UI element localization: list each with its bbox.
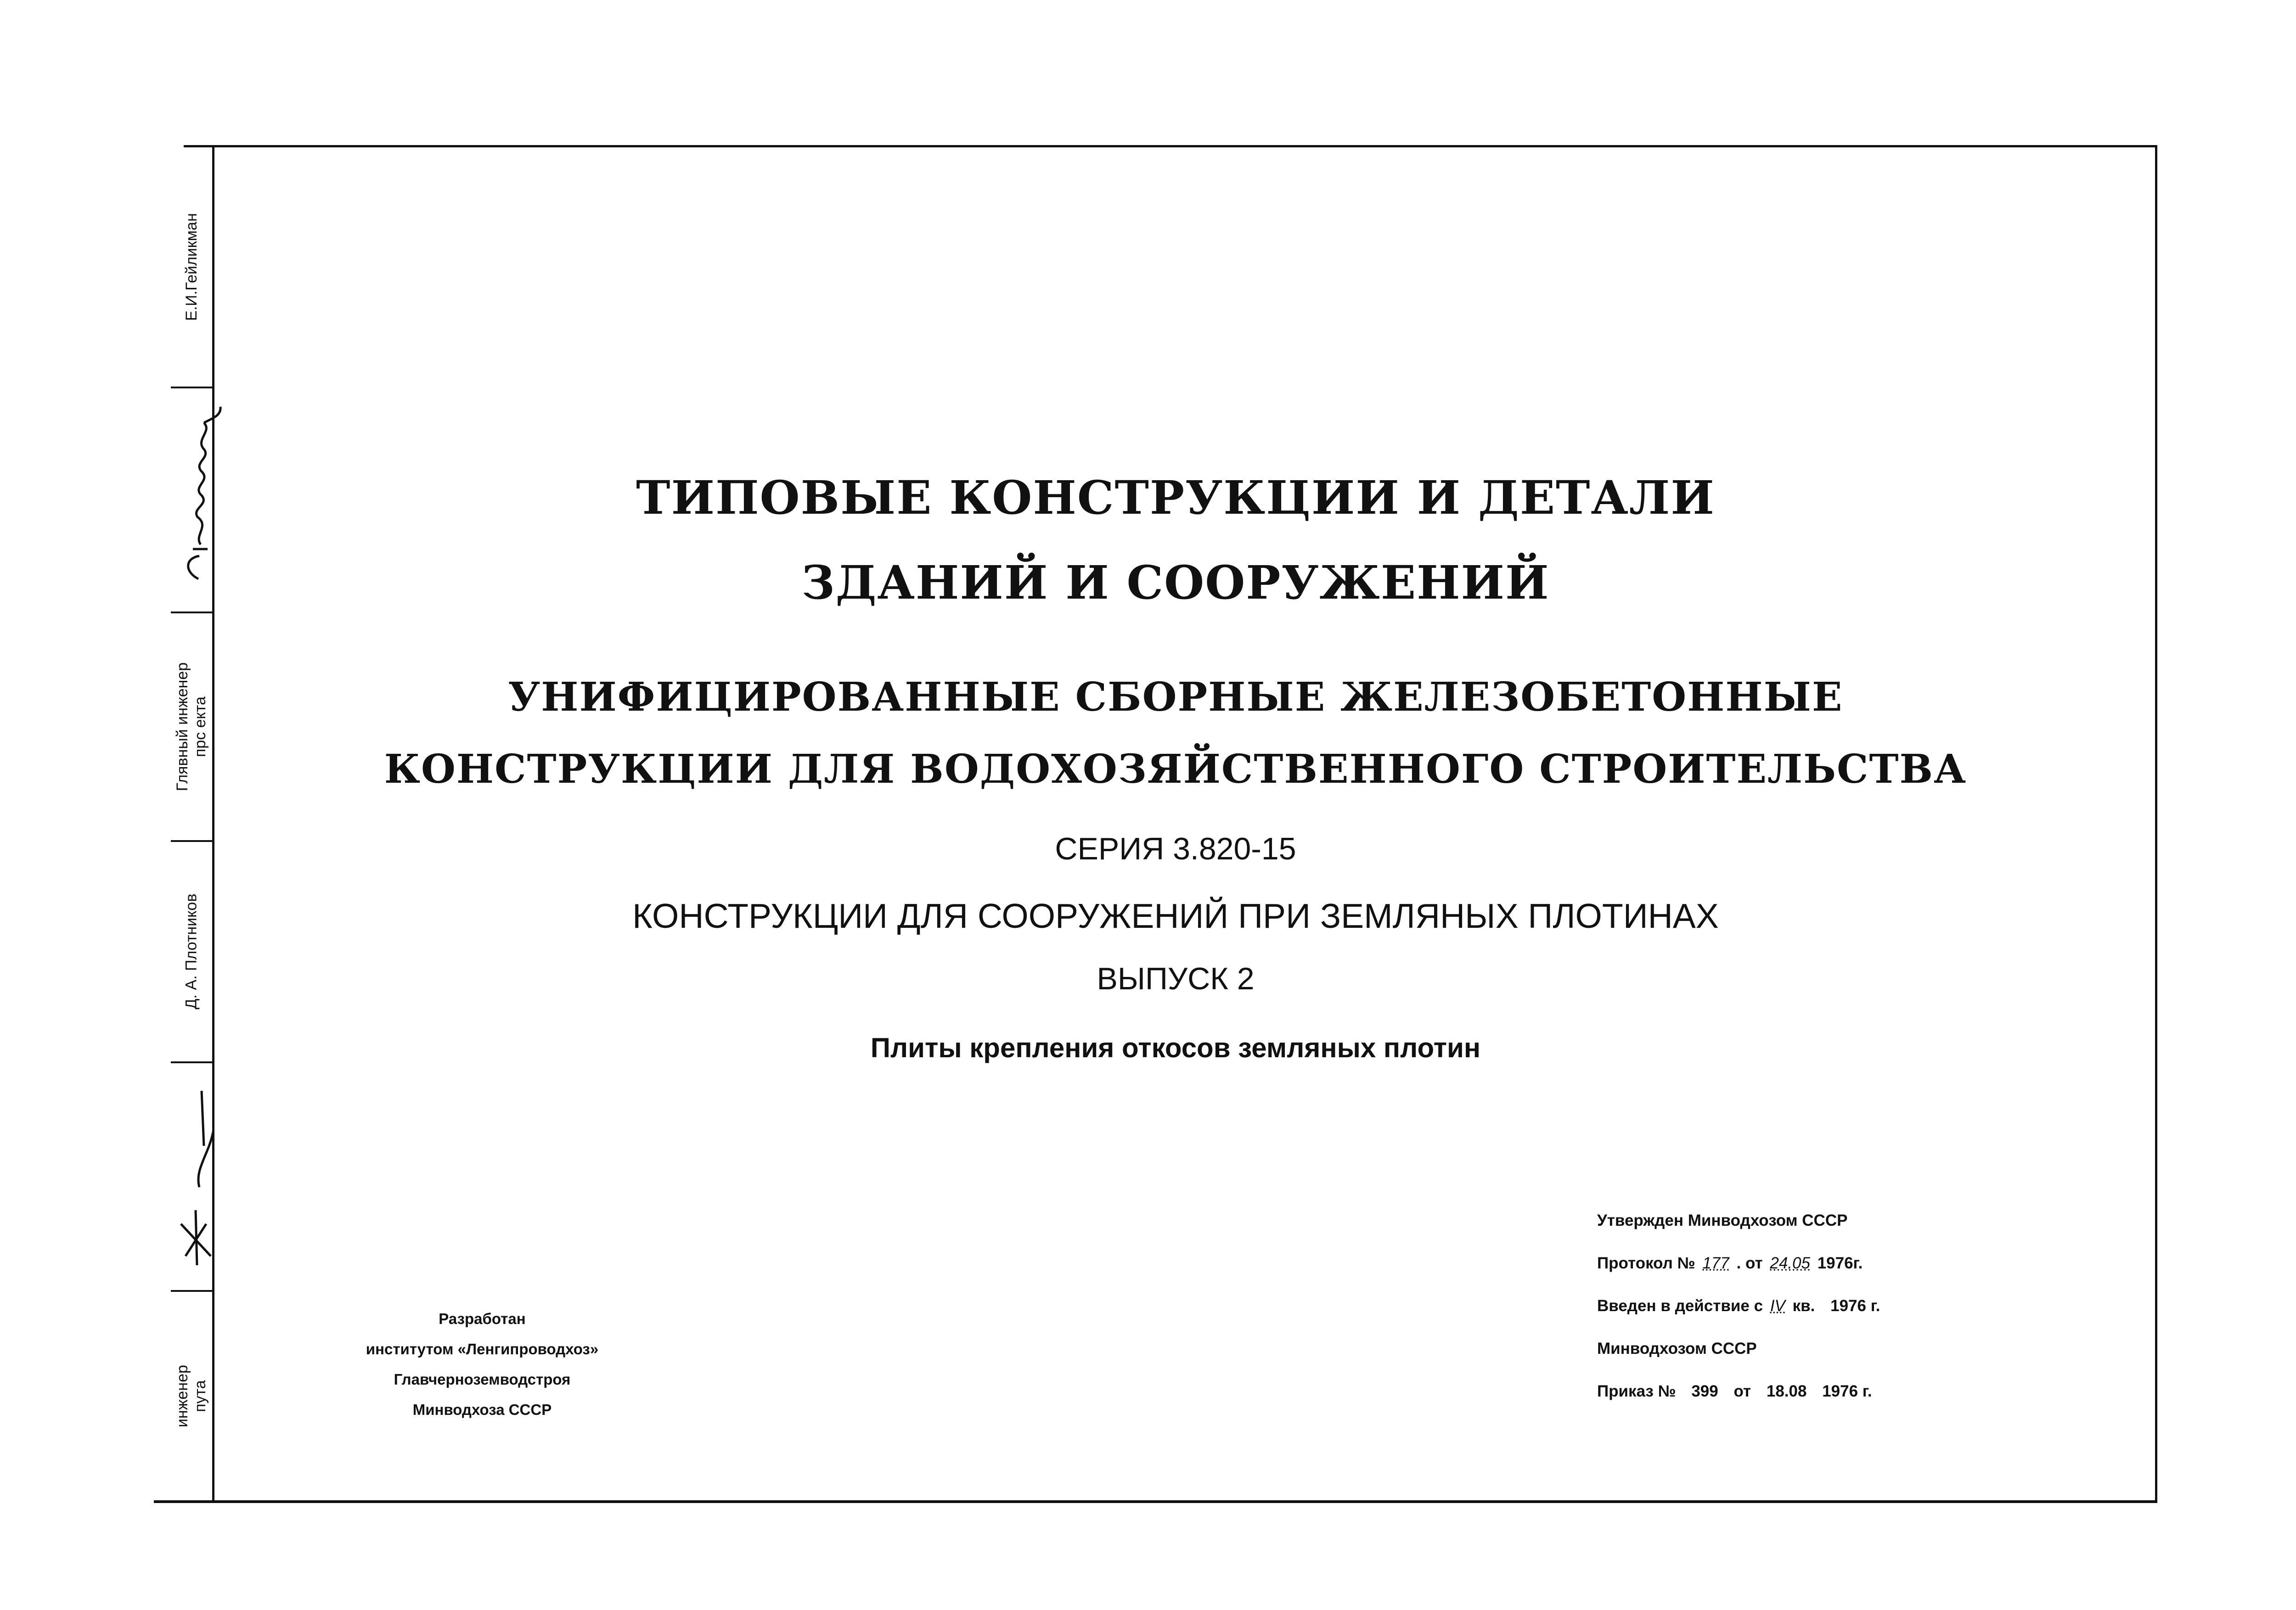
enacted-quarter: IV [1770,1297,1785,1315]
chief-engineer-name: Д. А. Плотников [182,894,200,1010]
issue-title: Плиты крепления откосов земляных плотин [870,1032,1481,1063]
subtitle: КОНСТРУКЦИИ ДЛЯ СООРУЖЕНИЙ ПРИ ЗЕМЛЯНЫХ ПЛОТИНАХ [632,897,1719,935]
protocol-number: 177 [1702,1254,1729,1272]
order-label: Приказ № [1597,1382,1676,1400]
frame-bottom-line [154,1500,2157,1503]
stamp-cell-signature-1 [171,388,212,611]
frame-top-line [184,145,2157,147]
stamp-cell-chief-engineer-name [171,842,212,1061]
order-from: от [1733,1382,1751,1400]
title-line-1: ТИПОВЫЕ КОНСТРУКЦИИ И ДЕТАЛИ [636,471,1715,525]
frame-left-line [212,145,214,1503]
order-date: 18.08 [1766,1382,1807,1400]
issue-number: ВЫПУСК 2 [1097,961,1255,996]
protocol-date: 24.05 [1770,1254,1810,1272]
developer-block [303,1304,661,1425]
order-line [1597,1370,1880,1413]
approved-by: Утвержден Минводхозом СССР [1597,1212,1848,1229]
title-line-2: ЗДАНИЙ И СООРУЖЕНИЙ [801,555,1550,610]
engineer-role-line2: пута [191,1380,209,1412]
chief-engineer-role-line1: Глявный инженер [173,662,191,791]
ministry: Минводхозом СССР [1597,1340,1757,1358]
protocol-label: Протокол № [1597,1254,1695,1272]
developer-line-2: институтом «Ленгипроводхоз» [366,1341,599,1358]
order-number: 399 [1691,1382,1718,1400]
chief-engineer-role-line2: прс екта [191,696,209,757]
order-year: 1976 г. [1822,1382,1872,1400]
protocol-line [1597,1242,1880,1285]
stamp-cell-chief-engineer-role [171,613,212,840]
approval-block [1597,1199,1880,1413]
stamp-cell-author-name [171,147,212,387]
title-line-3: УНИФИЦИРОВАННЫЕ СБОРНЫЕ ЖЕЛЕЗОБЕТОННЫЕ [508,674,1843,720]
enacted-line [1597,1285,1880,1327]
enacted-kv: кв. [1792,1297,1815,1315]
title-line-4: КОНСТРУКЦИИ ДЛЯ ВОДОХОЗЯЙСТВЕННОГО СТРОИТЕЛЬСТВА [384,746,1967,792]
enacted-label: Введен в действие с [1597,1297,1763,1315]
handwritten-signature [167,1072,227,1274]
frame-right-line [2155,145,2157,1503]
series-number: СЕРИЯ 3.820-15 [1055,831,1296,866]
stamp-cell-signature-2 [171,1063,212,1290]
engineer-role-line1: инженер [173,1364,191,1428]
developer-line-3: Главчерноземводстроя [394,1371,571,1388]
stamp-cell-engineer-role [171,1292,212,1500]
developer-line-1: Разработан [439,1310,526,1327]
protocol-from: . от [1736,1254,1763,1272]
protocol-year: 1976г. [1817,1254,1863,1272]
author-name: Е.И.Гейликман [182,213,200,321]
developer-line-4: Минводхоза СССР [412,1401,552,1418]
enacted-year: 1976 г. [1830,1297,1880,1315]
